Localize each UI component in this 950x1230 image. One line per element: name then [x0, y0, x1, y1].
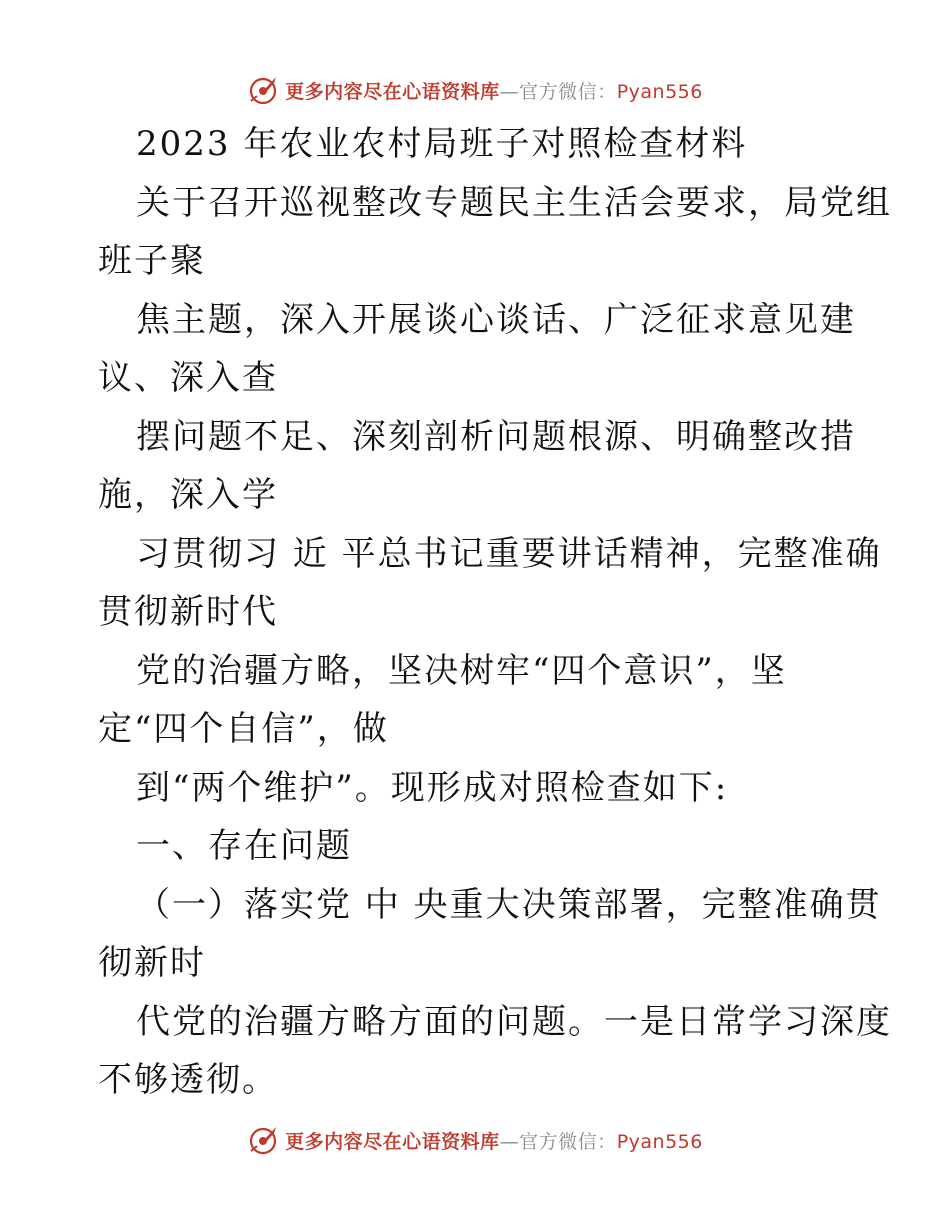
watermark-suffix: —官方微信： [499, 1130, 617, 1153]
watermark-suffix: —官方微信： [499, 80, 617, 103]
watermark-id: Pyan556 [616, 80, 703, 103]
watermark-id: Pyan556 [616, 1130, 703, 1153]
watermark-text: 更多内容尽在心语资料库 [285, 1130, 500, 1153]
text-line: 关于召开巡视整改专题民主生活会要求，局党组 [136, 182, 892, 223]
watermark-text: 更多内容尽在心语资料库 [285, 80, 500, 103]
watermark-text-group [285, 77, 703, 104]
text-line: 议、深入查 [98, 358, 278, 398]
text-line: 定“四个自信”，做 [98, 709, 389, 749]
text-line: 代党的治疆方略方面的问题。一是日常学习深度 [136, 1001, 892, 1042]
quill-pen-circle-icon [247, 74, 279, 106]
text-line: 贯彻新时代 [98, 592, 278, 632]
watermark-text-group [285, 1127, 703, 1154]
text-line: 2023 年农业农村局班子对照检查材料 [136, 124, 748, 164]
text-line: 一、存在问题 [136, 826, 352, 866]
text-line: 不够透彻。 [98, 1060, 278, 1100]
quill-pen-circle-icon [247, 1124, 279, 1156]
text-line: 党的治疆方略，坚决树牢“四个意识”，坚 [136, 650, 787, 691]
text-line: （一）落实党 中 央重大决策部署，完整准确贯 [136, 884, 882, 925]
text-line: 焦主题，深入开展谈心谈话、广泛征求意见建 [136, 299, 856, 340]
watermark-header [0, 70, 950, 110]
text-line: 班子聚 [98, 241, 206, 281]
text-line: 到“两个维护”。现形成对照检查如下: [136, 767, 729, 808]
text-line: 摆问题不足、深刻剖析问题根源、明确整改措 [136, 416, 856, 457]
text-line: 彻新时 [98, 943, 206, 983]
text-line: 施，深入学 [98, 475, 278, 515]
text-line: 习贯彻习 近 平总书记重要讲话精神，完整准确 [136, 533, 882, 574]
watermark-footer [0, 1120, 950, 1160]
document-body [98, 115, 892, 1110]
